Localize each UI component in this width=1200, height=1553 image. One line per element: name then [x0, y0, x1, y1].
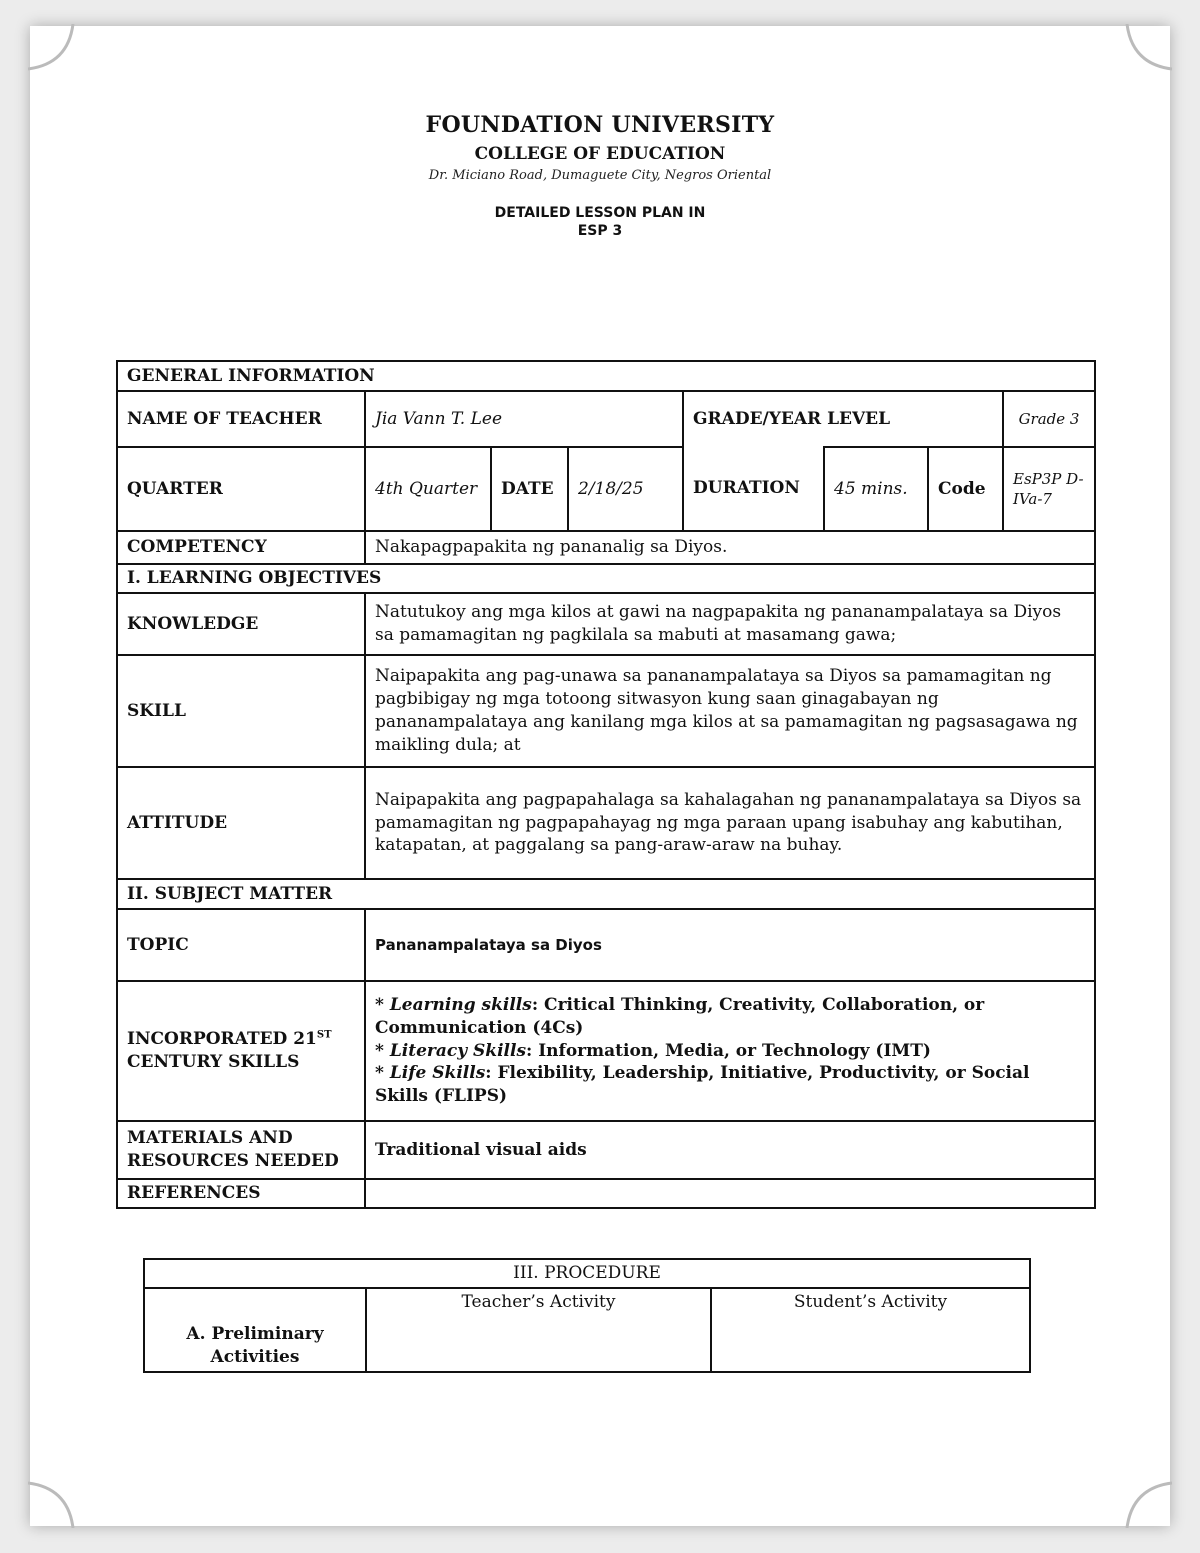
- page-corner-decoration-icon: [28, 1458, 98, 1528]
- section-subject-matter: II. SUBJECT MATTER: [117, 879, 1095, 909]
- literacy-skills-line: * Literacy Skills: Information, Media, or Technology (IMT): [375, 1040, 931, 1061]
- references-label: REFERENCES: [117, 1179, 365, 1208]
- attitude-value: Naipapakita ang pagpapahalaga sa kahalagahan ng pananampalataya sa Diyos sa pamamagitan ng pagpapahayag ng mga paraan upang isabuhay ang kabutihan, katapatan, at paggalang sa pang-araw-araw na buhay.: [365, 767, 1095, 879]
- learning-skills-term: Learning skills: [389, 994, 532, 1015]
- date-value: 2/18/25: [568, 447, 683, 531]
- code-label: Code: [928, 447, 1003, 531]
- topic-label: TOPIC: [117, 909, 365, 981]
- page-corner-decoration-icon: [1102, 1458, 1172, 1528]
- topic-value: Pananampalataya sa Diyos: [365, 909, 1095, 981]
- teacher-activity-header: Teacher’s Activity: [366, 1288, 711, 1372]
- student-activity-header: Student’s Activity: [711, 1288, 1030, 1372]
- teacher-name: Jia Vann T. Lee: [365, 391, 683, 447]
- knowledge-label: KNOWLEDGE: [117, 593, 365, 655]
- code-value: EsP3P D-IVa-7: [1003, 447, 1095, 531]
- teacher-label: NAME OF TEACHER: [117, 391, 365, 447]
- preliminary-activities: A. Preliminary Activities: [144, 1288, 366, 1372]
- date-label: DATE: [491, 447, 568, 531]
- knowledge-value: Natutukoy ang mga kilos at gawi na nagpapakita ng pananampalataya sa Diyos sa pamamagitan ng pagkilala sa mabuti at masamang gawa;: [365, 593, 1095, 655]
- learning-skills-line: * Learning skills: Critical Thinking, Creativity, Collaboration, or Communication (4Cs): [375, 994, 985, 1038]
- plan-title: DETAILED LESSON PLAN IN: [494, 205, 706, 221]
- references-value: [365, 1179, 1095, 1208]
- life-skills-line: * Life Skills: Flexibility, Leadership, Initiative, Productivity, or Social Skills (FLIPS): [375, 1063, 1030, 1107]
- skills21-label: [117, 981, 365, 1121]
- university-name: FOUNDATION UNIVERSITY: [425, 112, 775, 138]
- procedure-title: III. PROCEDURE: [144, 1259, 1030, 1288]
- skills21-value: [365, 981, 1095, 1121]
- skills21-label-sup: ST: [316, 1029, 332, 1041]
- document-header: [30, 112, 1170, 239]
- life-skills-term: Life Skills: [389, 1063, 486, 1084]
- procedure-table: [143, 1258, 1031, 1373]
- page-corner-decoration-icon: [28, 24, 98, 94]
- quarter-value: 4th Quarter: [365, 447, 491, 531]
- materials-value: Traditional visual aids: [365, 1121, 1095, 1179]
- skills21-label-text2: CENTURY SKILLS: [127, 1052, 300, 1072]
- materials-label: MATERIALS AND RESOURCES NEEDED: [117, 1121, 365, 1179]
- skill-value: Naipapakita ang pag-unawa sa pananampalataya sa Diyos sa pamamagitan ng pagbibigay ng mga totoong sitwasyon kung saan ginagabayan ng pananampalataya ang kanilang mga kilos at sa pamamagitan ng pagsasagawa ng maikling dula; at: [365, 655, 1095, 767]
- attitude-label: ATTITUDE: [117, 767, 365, 879]
- duration-value: 45 mins.: [824, 447, 928, 531]
- address: Dr. Miciano Road, Dumaguete City, Negros Oriental: [428, 168, 772, 183]
- competency-label: COMPETENCY: [117, 531, 365, 564]
- college-name: COLLEGE OF EDUCATION: [474, 144, 726, 164]
- section-general-info: GENERAL INFORMATION: [117, 361, 1095, 391]
- section-learning-objectives: I. LEARNING OBJECTIVES: [117, 564, 1095, 593]
- document-page: [30, 26, 1170, 1526]
- duration-label: DURATION: [683, 447, 824, 531]
- general-info-table: [116, 360, 1096, 1209]
- skills21-label-text: INCORPORATED 21: [127, 1029, 317, 1050]
- plan-subject: ESP 3: [577, 223, 623, 239]
- competency-value: Nakapagpapakita ng pananalig sa Diyos.: [365, 531, 1095, 564]
- page-corner-decoration-icon: [1102, 24, 1172, 94]
- skill-label: SKILL: [117, 655, 365, 767]
- grade-label: GRADE/YEAR LEVEL: [683, 391, 1003, 447]
- grade-value: Grade 3: [1003, 391, 1095, 447]
- quarter-label: QUARTER: [117, 447, 365, 531]
- literacy-skills-term: Literacy Skills: [389, 1040, 527, 1061]
